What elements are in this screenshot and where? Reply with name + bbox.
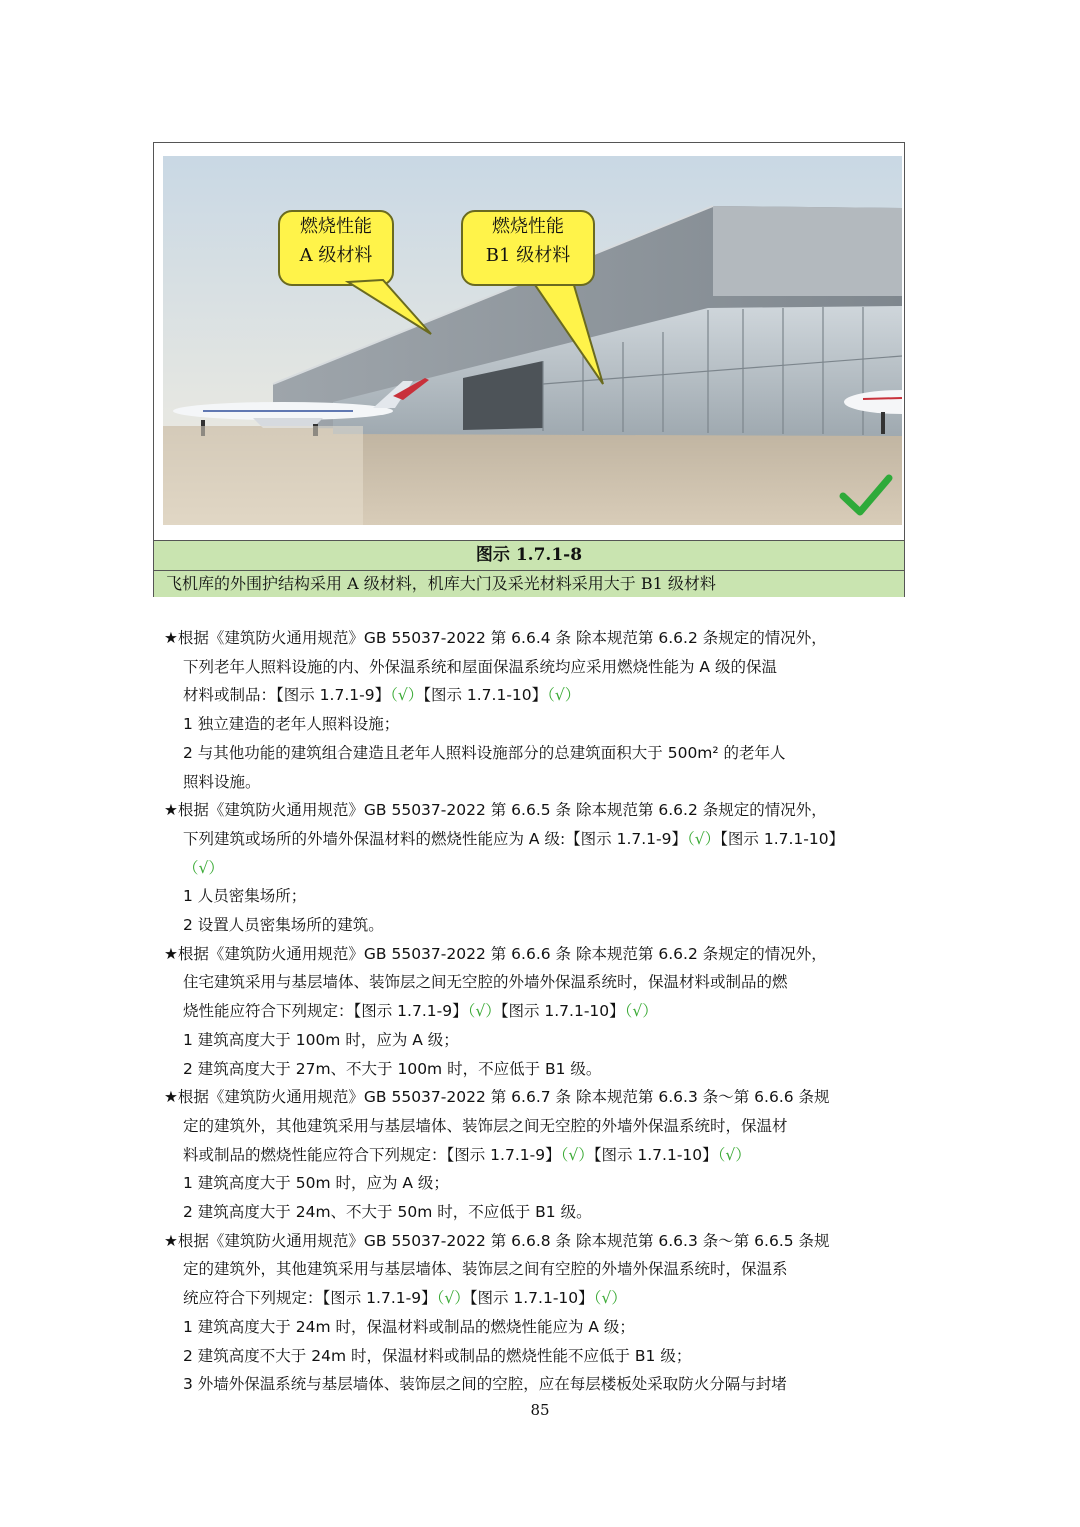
callout-a-line1: 燃烧性能 (300, 216, 372, 237)
body-line: ★根据《建筑防火通用规范》GB 55037-2022 第 6.6.4 条 除本规范第 6.6.2 条规定的情况外， (164, 629, 827, 647)
body-line: 2 建筑高度大于 24m、不大于 50m 时，不应低于 B1 级。 (183, 1203, 592, 1222)
body-line: 2 建筑高度不大于 24m 时，保温材料或制品的燃烧性能不应低于 B1 级； (183, 1346, 692, 1365)
page-number: 85 (530, 1401, 550, 1419)
check-mark: （√） (560, 1145, 594, 1164)
body-line: 住宅建筑采用与基层墙体、装饰层之间无空腔的外墙外保温系统时，保温材料或制品的燃 (183, 973, 788, 992)
check-mark: （√） (390, 686, 424, 705)
body-line: 下列建筑或场所的外墙外保温材料的燃烧性能应为 A 级:【图示 1.7.1-9】（√）【图示 1.7.1-10】 (183, 829, 845, 848)
callout-b (461, 210, 595, 286)
figure-title: 图示 1.7.1-8 (154, 540, 904, 570)
hangar-photo (163, 156, 902, 525)
body-line: 2 设置人员密集场所的建筑。 (183, 916, 384, 935)
body-line: ★根据《建筑防火通用规范》GB 55037-2022 第 6.6.5 条 除本规范第 6.6.2 条规定的情况外， (164, 801, 827, 820)
body-line: 1 建筑高度大于 24m 时，保温材料或制品的燃烧性能应为 A 级； (183, 1317, 635, 1336)
body-line: 1 建筑高度大于 100m 时，应为 A 级； (183, 1030, 459, 1049)
body-line: 料或制品的燃烧性能应符合下列规定：【图示 1.7.1-9】（√）【图示 1.7.1-10】（√） (183, 1145, 751, 1164)
body-line: 材料或制品：【图示 1.7.1-9】（√）【图示 1.7.1-10】（√） (183, 686, 581, 705)
body-line: ★根据《建筑防火通用规范》GB 55037-2022 第 6.6.8 条 除本规范第 6.6.3 条～第 6.6.5 条规 (164, 1231, 830, 1250)
check-mark: （√） (717, 1145, 751, 1164)
figure-box (153, 142, 905, 597)
body-line: ★根据《建筑防火通用规范》GB 55037-2022 第 6.6.6 条 除本规范第 6.6.2 条规定的情况外， (164, 944, 827, 963)
body-line: 2 与其他功能的建筑组合建造且老年人照料设施部分的总建筑面积大于 500m² 的老年人 (183, 743, 786, 762)
body-line: 照料设施。 (183, 772, 261, 791)
check-mark: （√） (467, 1002, 501, 1021)
callout-b-line2: B1 级材料 (485, 245, 571, 266)
callout-a (278, 210, 394, 286)
body-line (164, 854, 924, 883)
body-line: 统应符合下列规定：【图示 1.7.1-9】（√）【图示 1.7.1-10】（√） (183, 1289, 627, 1308)
check-mark: （√） (624, 1002, 658, 1021)
body-line: 2 建筑高度大于 27m、不大于 100m 时，不应低于 B1 级。 (183, 1059, 602, 1078)
body-line: 1 建筑高度大于 50m 时，应为 A 级； (183, 1174, 449, 1193)
check-mark: （√） (593, 1289, 627, 1308)
body-line: 烧性能应符合下列规定：【图示 1.7.1-9】（√）【图示 1.7.1-10】（√） (183, 1002, 658, 1021)
body-line: 3 外墙外保温系统与基层墙体、装饰层之间的空腔，应在每层楼板处采取防火分隔与封堵 (183, 1375, 787, 1394)
body-line: ★根据《建筑防火通用规范》GB 55037-2022 第 6.6.7 条 除本规范第 6.6.3 条～第 6.6.6 条规 (164, 1088, 830, 1107)
body-line: 定的建筑外，其他建筑采用与基层墙体、装饰层之间有空腔的外墙外保温系统时，保温系 (183, 1260, 788, 1279)
callout-a-line2: A 级材料 (299, 245, 373, 266)
body-line: 定的建筑外，其他建筑采用与基层墙体、装饰层之间无空腔的外墙外保温系统时，保温材 (183, 1116, 788, 1135)
callout-b-line1: 燃烧性能 (492, 216, 564, 237)
body-line: 1 人员密集场所； (183, 887, 307, 906)
body-line: 1 独立建造的老年人照料设施； (183, 715, 400, 734)
check-mark: （√） (547, 686, 581, 705)
check-mark: （√） (436, 1289, 470, 1308)
body-text (164, 624, 924, 1399)
figure-caption: 飞机库的外围护结构采用 A 级材料，机库大门及采光材料采用大于 B1 级材料 (154, 570, 904, 597)
body-line: 下列老年人照料设施的内、外保温系统和屋面保温系统均应采用燃烧性能为 A 级的保温 (183, 657, 777, 676)
check-mark: （√） (183, 858, 224, 877)
check-mark: （√） (687, 829, 721, 848)
